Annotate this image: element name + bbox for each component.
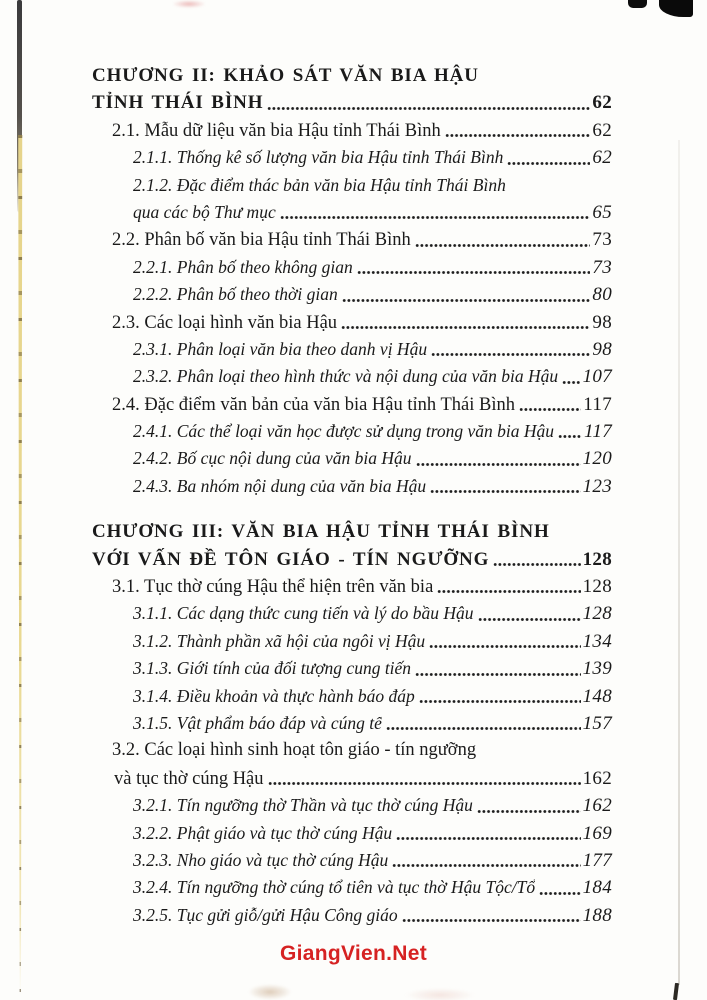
dot-leader: [558, 434, 582, 439]
toc-entry: [92, 172, 612, 199]
dot-leader: [416, 462, 581, 467]
toc-entry: [92, 89, 612, 116]
dot-leader: [267, 106, 590, 111]
toc-entry: [92, 309, 612, 336]
toc-entry: [92, 418, 612, 445]
toc-entry-text: 2.4.2. Bố cục nội dung của văn bia Hậu: [133, 448, 412, 469]
toc-entry-text: CHƯƠNG III: VĂN BIA HẬU TỈNH THÁI BÌNH: [92, 521, 550, 543]
toc-entry-text: 3.2.2. Phật giáo và tục thờ cúng Hậu: [133, 822, 393, 843]
toc-entry-page-number: 123: [582, 475, 612, 497]
dot-leader: [562, 380, 580, 385]
dot-leader: [437, 589, 580, 594]
toc-entry-text: qua các bộ Thư mục: [133, 201, 276, 222]
toc-entry-page-number: 128: [582, 548, 612, 570]
dot-leader: [431, 352, 590, 357]
toc-entry-page-number: 62: [592, 147, 612, 169]
toc-entry-text: và tục thờ cúng Hậu: [114, 768, 264, 789]
right-edge-bottom-mark: [673, 983, 679, 1000]
toc-entry: [92, 336, 612, 363]
toc-entry: [92, 600, 612, 627]
toc-entry: [92, 847, 612, 874]
top-pink-smudge-artifact: [172, 0, 206, 8]
toc-entry-page-number: 128: [582, 603, 612, 625]
toc-entry: [92, 710, 612, 737]
toc-entry-page-number: 148: [582, 685, 612, 707]
dot-leader: [519, 407, 581, 412]
toc-entry: [92, 62, 612, 89]
toc-list: [92, 62, 612, 929]
dot-leader: [396, 836, 580, 841]
toc-entry-page-number: 73: [592, 229, 612, 251]
toc-entry-text: 3.1. Tục thờ cúng Hậu thể hiện trên văn bia: [112, 577, 434, 598]
toc-entry-page-number: 62: [592, 119, 612, 141]
toc-entry: [92, 902, 612, 929]
toc-entry: [92, 254, 612, 281]
toc-entry-page-number: 139: [582, 658, 612, 680]
toc-entry-page-number: 117: [584, 421, 612, 443]
toc-entry-text: 2.1.1. Thống kê số lượng văn bia Hậu tỉnh Thái Bình: [133, 147, 504, 168]
dot-leader: [280, 215, 591, 220]
dot-leader: [341, 325, 590, 330]
toc-entry: [92, 737, 612, 764]
toc-entry: [92, 199, 612, 226]
dot-leader: [415, 243, 591, 248]
toc-entry-page-number: 184: [582, 877, 612, 899]
toc-entry-text: 3.1.4. Điều khoản và thực hành báo đáp: [133, 685, 415, 706]
dot-leader: [386, 726, 581, 731]
toc-entry-text: 2.2.2. Phân bố theo thời gian: [133, 284, 338, 305]
toc-entry-text: 3.1.5. Vật phẩm báo đáp và cúng tế: [133, 712, 382, 733]
toc-entry: [92, 391, 612, 418]
dot-leader: [507, 161, 590, 166]
toc-entry-page-number: 120: [582, 448, 612, 470]
toc-entry-page-number: 73: [592, 256, 612, 278]
toc-entry: [92, 874, 612, 901]
toc-entry: [92, 518, 612, 545]
toc-entry: [92, 573, 612, 600]
toc-entry-text: 3.2.1. Tín ngưỡng thờ Thần và tục thờ cúng Hậu: [133, 795, 473, 816]
toc-entry: [92, 363, 612, 390]
toc-entry: [92, 655, 612, 682]
toc-entry: [92, 473, 612, 500]
dot-leader: [478, 617, 581, 622]
bottom-smudge-artifact: [405, 988, 475, 1000]
toc-entry-text: 3.2.3. Nho giáo và tục thờ cúng Hậu: [133, 849, 389, 870]
toc-entry-page-number: 162: [582, 795, 612, 817]
toc-entry: [92, 765, 612, 792]
bottom-smudge-artifact: [248, 984, 292, 1000]
dot-leader: [493, 562, 580, 567]
toc-entry: [92, 628, 612, 655]
dot-leader: [539, 891, 580, 896]
toc-entry-page-number: 177: [582, 849, 612, 871]
toc-entry-text: 3.2. Các loại hình sinh hoạt tôn giáo - tín ngưỡng: [112, 740, 477, 761]
toc-entry-text: 2.3. Các loại hình văn bia Hậu: [112, 312, 338, 333]
dot-leader: [392, 863, 580, 868]
toc-entry-page-number: 98: [592, 311, 612, 333]
toc-entry-page-number: 65: [592, 201, 612, 223]
toc-entry-text: 3.1.3. Giới tính của đối tượng cung tiến: [133, 658, 412, 679]
toc-entry: [92, 226, 612, 253]
toc-entry-text: 2.4.3. Ba nhóm nội dung của văn bia Hậu: [133, 475, 427, 496]
dot-leader: [419, 699, 581, 704]
toc-entry-page-number: 169: [582, 822, 612, 844]
toc-entry-page-number: 188: [582, 904, 612, 926]
toc-entry: [92, 144, 612, 171]
toc-entry: [92, 820, 612, 847]
toc-entry-text: 3.1.1. Các dạng thức cung tiến và lý do bầu Hậu: [133, 603, 474, 624]
dot-leader: [430, 489, 580, 494]
dot-leader: [477, 809, 581, 814]
toc-entry-page-number: 134: [582, 630, 612, 652]
dot-leader: [357, 270, 591, 275]
watermark-text: GiangVien.Net: [279, 942, 428, 965]
toc-entry: [92, 117, 612, 144]
toc-entry-page-number: 128: [582, 576, 612, 598]
dot-leader: [268, 781, 581, 786]
toc-entry-page-number: 98: [592, 338, 612, 360]
toc-entry-text: 2.4. Đặc điểm văn bản của văn bia Hậu tỉnh Thái Bình: [112, 394, 515, 415]
dot-leader: [415, 672, 581, 677]
toc-entry-text: 2.4.1. Các thể loại văn học được sử dụng trong văn bia Hậu: [133, 421, 554, 442]
toc-entry: [92, 445, 612, 472]
toc-entry: [92, 281, 612, 308]
toc-entry-text: 2.2.1. Phân bố theo không gian: [133, 256, 353, 277]
toc-entry: [92, 683, 612, 710]
toc-entry-text: 2.2. Phân bố văn bia Hậu tỉnh Thái Bình: [112, 230, 411, 251]
toc-entry-text: 3.2.4. Tín ngưỡng thờ cúng tổ tiên và tục thờ Hậu Tộc/Tổ: [133, 877, 536, 898]
toc-entry-page-number: 162: [582, 767, 612, 789]
toc-entry-text: 3.2.5. Tục gửi giỗ/gửi Hậu Công giáo: [133, 904, 398, 925]
toc-entry-text: VỚI VẤN ĐỀ TÔN GIÁO - TÍN NGƯỠNG: [92, 548, 490, 570]
toc-entry-text: 3.1.2. Thành phần xã hội của ngôi vị Hậu: [133, 630, 426, 651]
adjacent-page-edge-artifact: [16, 135, 24, 995]
toc-entry-page-number: 80: [592, 284, 612, 306]
top-right-corner-mark: [659, 0, 693, 17]
dot-leader: [429, 644, 580, 649]
toc-entry-page-number: 62: [592, 92, 612, 114]
toc-entry-text: 2.1.2. Đặc điểm thác bản văn bia Hậu tỉnh Thái Bình: [133, 174, 506, 195]
toc-entry-page-number: 117: [583, 393, 612, 415]
toc-entry-text: TỈNH THÁI BÌNH: [92, 92, 264, 114]
dot-leader: [445, 133, 591, 138]
dot-leader: [402, 918, 581, 923]
toc-entry-page-number: 157: [582, 712, 612, 734]
toc-entry-text: 2.3.2. Phân loại theo hình thức và nội dung của văn bia Hậu: [133, 366, 559, 387]
toc-entry-page-number: 107: [582, 366, 612, 388]
toc-entry-text: 2.1. Mẫu dữ liệu văn bia Hậu tỉnh Thái Bình: [112, 120, 441, 141]
toc-entry-text: 2.3.1. Phân loại văn bia theo danh vị Hậu: [133, 338, 428, 359]
dot-leader: [342, 298, 591, 303]
toc-entry-text: CHƯƠNG II: KHẢO SÁT VĂN BIA HẬU: [92, 65, 479, 86]
toc-entry: [92, 546, 612, 573]
right-edge-line-artifact: [678, 140, 680, 985]
toc-entry: [92, 792, 612, 819]
top-right-scan-mark: [628, 0, 647, 8]
